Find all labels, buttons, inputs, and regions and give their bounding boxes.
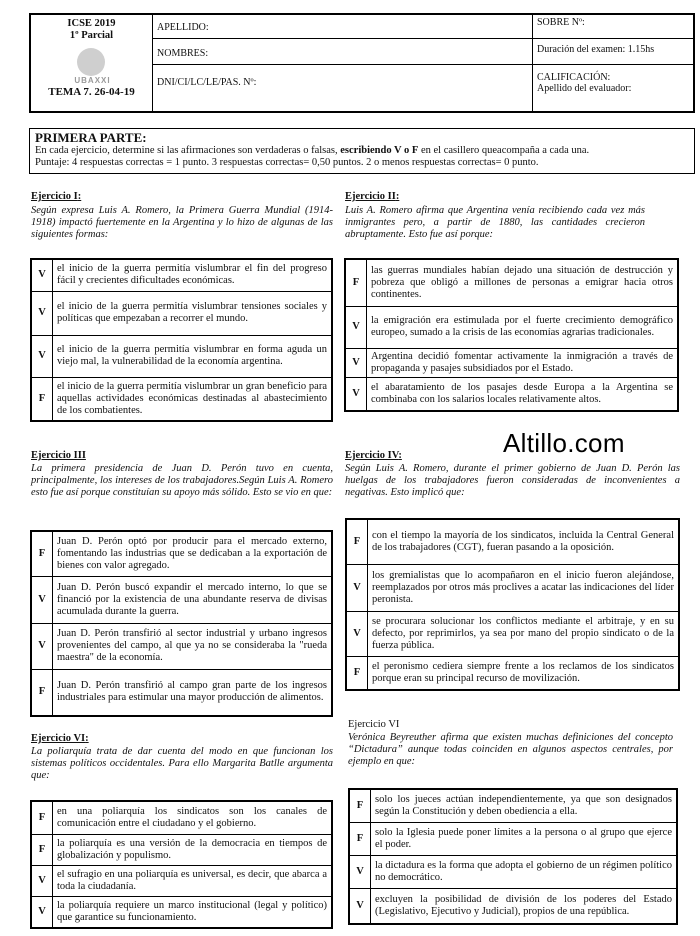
statement-cell: el inicio de la guerra permitía vislumbrar tensiones sociales y políticas que empezaban a recorrer el mundo. — [53, 291, 333, 335]
statement-cell: el inicio de la guerra permitía vislumbrar un gran beneficio para aquellas actividades económicas destinadas al abastecimiento de los combatientes. — [53, 377, 333, 421]
logo-text: UBAXXI — [74, 76, 111, 85]
table-row — [345, 377, 678, 411]
statement-cell: Juan D. Perón optó por producir para el mercado externo, fomentando las industrias que se dedicaban a la exportación de bienes con valor agregado. — [53, 531, 333, 576]
statement-cell: solo los jueces actúan independientemente, ya que son designados según la Constitución y deben obediencia a ella. — [371, 789, 678, 822]
exercise-1-table — [30, 258, 333, 422]
table-row — [345, 348, 678, 377]
ubaxxi-logo — [69, 48, 115, 84]
instructions-emphasis: escribiendo V o F — [340, 145, 419, 156]
answer-cell[interactable]: F — [31, 531, 53, 576]
table-row — [346, 564, 679, 611]
statement-cell: el inicio de la guerra permitía vislumbrar en forma aguda un viejo mal, la vulnerabilidad de la economía argentina. — [53, 335, 333, 377]
answer-cell[interactable]: V — [31, 291, 53, 335]
exam-id-block — [31, 15, 153, 111]
answer-cell[interactable]: V — [346, 564, 368, 611]
table-row — [346, 656, 679, 690]
table-row — [346, 611, 679, 656]
table-row — [349, 822, 677, 855]
statement-cell: los gremialistas que lo acompañaron en el inicio fueron alejándose, reemplazados por otros más proclives a acatar las indicaciones del líder peronista. — [368, 564, 680, 611]
answer-cell[interactable]: V — [31, 623, 53, 669]
answer-cell[interactable]: F — [31, 834, 53, 865]
statement-cell: se procurara solucionar los conflictos mediante el arbitraje, y en su defecto, por reprimirlos, ya sea por mano del propio sindicato o de la fuerza pública. — [368, 611, 680, 656]
statement-cell: la emigración era estimulada por el fuerte crecimiento demográfico europeo, sumado a la crisis de las economías agrarias tradicionales. — [367, 306, 679, 348]
answer-cell[interactable]: F — [346, 519, 368, 564]
table-row — [31, 623, 332, 669]
apellido-field[interactable]: APELLIDO: — [152, 15, 532, 39]
table-row — [31, 865, 332, 896]
exam-tema: TEMA 7. 26-04-19 — [48, 86, 135, 98]
statement-cell: excluyen la posibilidad de división de los poderes del Estado (Legislativo, Ejecutivo y Judicial), propios de una república. — [371, 888, 678, 924]
statement-cell: la poliarquía requiere un marco institucional (legal y político) que garantice su funcionamiento. — [53, 896, 333, 928]
duration-text: Duración del examen: 1.15hs — [532, 39, 693, 65]
exam-header — [29, 13, 695, 113]
exercise-3-prompt: La primera presidencia de Juan D. Perón tuvo en cuenta, principalmente, los intereses de los trabajadores.Según Luis A. Romero esto fue así porque constituían su apoyo más sólido. Esto se vio en que: — [31, 463, 333, 498]
table-row — [349, 855, 677, 888]
table-row — [31, 259, 332, 291]
table-row — [349, 789, 677, 822]
grade-block — [532, 65, 693, 111]
answer-cell[interactable]: V — [345, 348, 367, 377]
statement-cell: solo la Iglesia puede poner límites a la persona o al grupo que ejerce el poder. — [371, 822, 678, 855]
answer-cell[interactable]: V — [31, 335, 53, 377]
answer-cell[interactable]: V — [31, 896, 53, 928]
exercise-1-prompt: Según expresa Luis A. Romero, la Primera Guerra Mundial (1914-1918) impactó fuertemente en la Argentina y lo hizo de algunas de las siguientes formas: — [31, 205, 333, 240]
statement-cell: la dictadura es la forma que adopta el gobierno de un régimen político no democrático. — [371, 855, 678, 888]
answer-cell[interactable]: V — [349, 855, 371, 888]
scoring-line: Puntaje: 4 respuestas correctas = 1 punto. 3 respuestas correctas= 0,50 puntos. 2 o menos respuestas correctas= 0 punto. — [35, 156, 539, 168]
exercise-2-prompt: Luis A. Romero afirma que Argentina venía recibiendo cada vez más inmigrantes pero, a partir de 1880, las cantidades crecieron abruptamente. Esto fue así porque: — [345, 205, 645, 240]
instructions-text-end: en el casillero queacompaña a cada una. — [418, 145, 590, 156]
answer-cell[interactable]: F — [345, 259, 367, 306]
table-row — [31, 669, 332, 716]
instructions-line — [35, 145, 689, 157]
altillo-watermark: Altillo.com — [503, 428, 625, 458]
exam-name: ICSE 2019 — [67, 18, 116, 29]
answer-cell[interactable]: V — [345, 306, 367, 348]
table-row — [31, 335, 332, 377]
answer-cell[interactable]: F — [346, 656, 368, 690]
answer-cell[interactable]: V — [349, 888, 371, 924]
exam-partial: 1º Parcial — [69, 30, 114, 41]
answer-cell[interactable]: F — [31, 801, 53, 834]
table-row — [31, 377, 332, 421]
table-row — [31, 801, 332, 834]
statement-cell: con el tiempo la mayoría de los sindicatos, incluida la Central General de los trabajadores (CGT), fueran pasando a la oposición. — [368, 519, 680, 564]
table-row — [345, 259, 678, 306]
exercise-3-title: Ejercicio III — [31, 450, 86, 461]
nombres-field[interactable]: NOMBRES: — [152, 39, 532, 65]
table-row — [31, 576, 332, 623]
evaluator-label: Apellido del evaluador: — [537, 83, 632, 94]
answer-cell[interactable]: F — [349, 789, 371, 822]
exercise-4-prompt: Según Luis A. Romero, durante el primer gobierno de Juan D. Perón las huelgas de los trabajadores fueron consideradas de inconvenientes a negativas. Esto implicó que: — [345, 463, 680, 498]
statement-cell: el sufragio en una poliarquía es universal, es decir, que abarca a toda la ciudadanía. — [53, 865, 333, 896]
answer-cell[interactable]: V — [346, 611, 368, 656]
sobre-field[interactable]: SOBRE Nº: — [532, 15, 693, 39]
student-fields — [152, 15, 533, 111]
statement-cell: Juan D. Perón buscó expandir el mercado interno, lo que se financió por la existencia de una abundante reserva de divisas acumulada durante la guerra. — [53, 576, 333, 623]
answer-cell[interactable]: V — [31, 865, 53, 896]
answer-cell[interactable]: V — [31, 576, 53, 623]
exercise-2-title: Ejercicio II: — [345, 191, 400, 202]
exercise-6-title: Ejercicio VI — [348, 719, 400, 730]
dni-field[interactable]: DNI/CI/LC/LE/PAS. Nº: — [157, 77, 257, 88]
answer-cell[interactable]: V — [345, 377, 367, 411]
answer-cell[interactable]: F — [349, 822, 371, 855]
exercise-5-title: Ejercicio VI: — [31, 733, 89, 744]
exam-info — [532, 15, 693, 111]
answer-cell[interactable]: V — [31, 259, 53, 291]
statement-cell: Argentina decidió fomentar activamente la inmigración a través de propaganda y pasajes subsidiados por el Estado. — [367, 348, 679, 377]
table-row — [31, 291, 332, 335]
statement-cell: en una poliarquía los sindicatos son los canales de comunicación entre el ciudadano y el gobierno. — [53, 801, 333, 834]
table-row — [31, 896, 332, 928]
statement-cell: Juan D. Perón transfirió al sector industrial y urbano ingresos provenientes del campo, al que ya no se consideraba la "rueda maestra" de la economía. — [53, 623, 333, 669]
table-row — [31, 834, 332, 865]
statement-cell: la poliarquía es una versión de la democracia en tiempos de globalización y populismo. — [53, 834, 333, 865]
table-row — [349, 888, 677, 924]
exercise-6-table — [348, 788, 678, 925]
exercise-3-table — [30, 530, 333, 717]
exercise-4-table — [345, 518, 680, 691]
exercise-6-prompt: Verónica Beyreuther afirma que existen muchas definiciones del concepto “Dictadura” aunque todas coinciden en algunos aspectos centrales, por ejemplo en que: — [348, 732, 673, 767]
instructions-box — [29, 128, 695, 174]
table-row — [346, 519, 679, 564]
statement-cell: el inicio de la guerra permitía vislumbrar el fin del progreso fácil y crecientes dificultades económicas. — [53, 259, 333, 291]
statement-cell: Juan D. Perón transfirió al campo gran parte de los ingresos industriales para estimular una mayor producción de alimentos. — [53, 669, 333, 716]
table-row — [31, 531, 332, 576]
exercise-5-prompt: La poliarquía trata de dar cuenta del modo en que funcionan los sistemas políticos occidentales. Para ello Margarita Batlle argumenta que: — [31, 746, 333, 781]
exercise-4-title: Ejercicio IV: — [345, 450, 402, 461]
answer-cell[interactable]: F — [31, 377, 53, 421]
answer-cell[interactable]: F — [31, 669, 53, 716]
instructions-text: En cada ejercicio, determine si las afirmaciones son verdaderas o falsas, — [35, 145, 341, 156]
statement-cell: el abaratamiento de los pasajes desde Europa a la Argentina se combinaba con los salarios locales relativamente altos. — [367, 377, 679, 411]
section-title: PRIMERA PARTE: — [35, 130, 147, 145]
table-row — [345, 306, 678, 348]
statement-cell: las guerras mundiales habían dejado una situación de destrucción y pobreza que obligó a millones de personas a emigrar hacia otros continentes. — [367, 259, 679, 306]
grade-label: CALIFICACIÓN: — [537, 72, 611, 83]
exercise-5-table — [30, 800, 333, 929]
exercise-1-title: Ejercicio I: — [31, 191, 82, 202]
exercise-2-table — [344, 258, 679, 412]
statement-cell: el peronismo cediera siempre frente a los reclamos de los sindicatos porque eran su principal recurso de movilización. — [368, 656, 680, 690]
